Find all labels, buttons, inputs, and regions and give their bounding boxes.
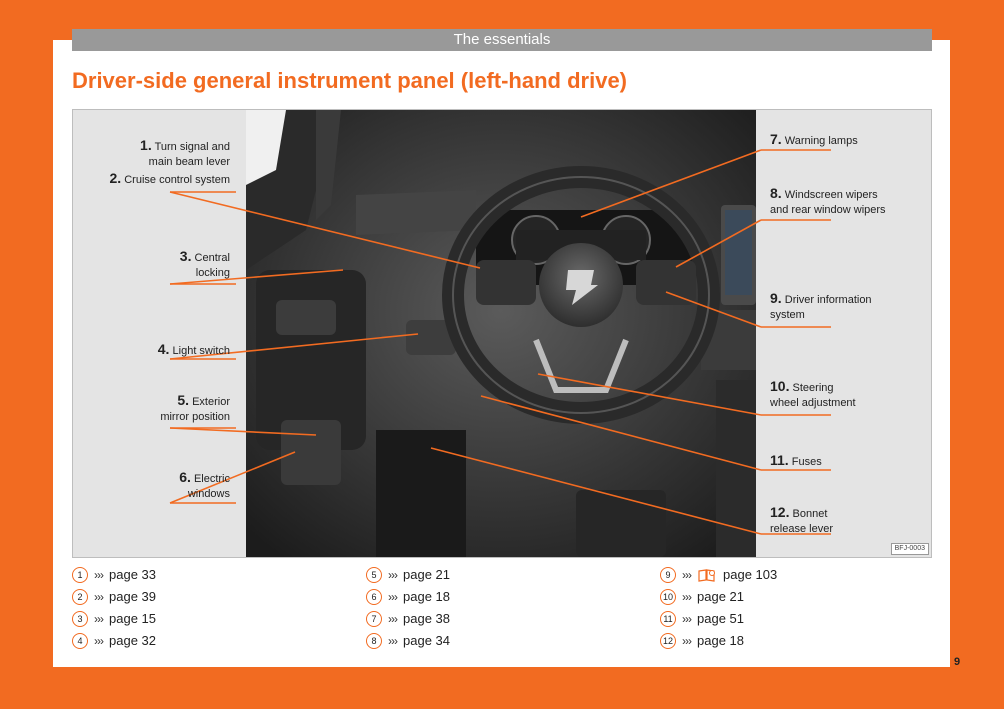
arrow-icon: ››› [94,568,103,582]
arrow-icon: ››› [682,568,691,582]
callout-6 [179,470,230,502]
callout-label: and rear window wipers [770,204,886,216]
callout-number: 2. [109,170,122,186]
callout-number: 9. [770,290,782,306]
figure-code: BFJ-0003 [891,543,929,555]
callout-number: 8. [770,185,782,201]
callout-label: Steering [792,382,834,394]
reference-link-12[interactable] [660,632,744,650]
callout-number: 1. [140,137,152,153]
arrow-icon: ››› [682,634,691,648]
reference-link-11[interactable] [660,610,744,628]
reference-text: page 51 [697,611,744,626]
reference-link-4[interactable] [72,632,156,650]
reference-link-10[interactable] [660,588,744,606]
callout-label: Fuses [791,456,822,468]
page-references [72,566,932,656]
callout-number: 10. [770,378,790,394]
callout-number: 3. [179,248,192,264]
instrument-panel-figure [72,109,932,558]
arrow-icon: ››› [388,568,397,582]
callout-label: Bonnet [792,508,828,520]
callout-9 [770,291,872,323]
callout-number: 5. [177,392,190,408]
callout-8 [770,186,886,218]
reference-number: 9 [660,567,676,583]
reference-text: page 34 [403,633,450,648]
reference-number: 10 [660,589,676,605]
callout-2 [109,171,230,188]
book-icon [697,568,717,582]
callout-label: Electric [193,473,230,485]
arrow-icon: ››› [94,612,103,626]
callout-label: Exterior [192,396,230,408]
callout-label: locking [195,267,230,279]
callout-11 [770,453,822,470]
reference-number: 12 [660,633,676,649]
reference-number: 5 [366,567,382,583]
callout-label: windows [187,488,230,500]
section-header: The essentials [72,29,932,51]
arrow-icon: ››› [388,612,397,626]
reference-number: 2 [72,589,88,605]
arrow-icon: ››› [682,612,691,626]
callout-10 [770,379,856,411]
callout-number: 11. [770,452,789,468]
reference-link-1[interactable] [72,566,156,584]
arrow-icon: ››› [682,590,691,604]
reference-text: page 15 [109,611,156,626]
page-number: 9 [954,656,961,668]
reference-text: page 21 [403,567,450,582]
callout-5 [160,393,230,425]
callout-label: release lever [770,523,833,535]
callout-label: Cruise control system [124,174,230,186]
reference-text: page 18 [697,633,744,648]
reference-number: 6 [366,589,382,605]
reference-text: page 103 [723,567,778,582]
arrow-icon: ››› [94,634,103,648]
callout-number: 4. [157,341,170,357]
reference-number: 7 [366,611,382,627]
callout-label: wheel adjustment [770,397,856,409]
reference-text: page 18 [403,589,450,604]
arrow-icon: ››› [388,590,397,604]
reference-text: page 39 [109,589,156,604]
page-title: Driver-side general instrument panel (left-hand drive) [72,68,628,93]
reference-number: 1 [72,567,88,583]
callout-3 [180,249,230,281]
reference-link-7[interactable] [366,610,450,628]
reference-link-9[interactable] [660,566,777,584]
callout-number: 12. [770,504,790,520]
reference-number: 11 [660,611,676,627]
callout-4 [158,342,230,359]
arrow-icon: ››› [388,634,397,648]
reference-text: page 38 [403,611,450,626]
reference-number: 4 [72,633,88,649]
callout-12 [770,505,833,537]
callout-label: Driver information [784,294,872,306]
callout-number: 7. [770,131,782,147]
callout-label: mirror position [160,411,230,423]
callout-label: Warning lamps [784,135,858,147]
reference-text: page 32 [109,633,156,648]
reference-text: page 33 [109,567,156,582]
callout-label: Light switch [172,345,230,357]
callout-1 [140,138,230,170]
reference-link-6[interactable] [366,588,450,606]
callout-label: system [770,309,805,321]
reference-text: page 21 [697,589,744,604]
reference-number: 3 [72,611,88,627]
callout-label: Central [194,252,230,264]
reference-link-5[interactable] [366,566,450,584]
reference-number: 8 [366,633,382,649]
arrow-icon: ››› [94,590,103,604]
callout-7 [770,132,858,149]
callout-label: Windscreen wipers [784,189,878,201]
callout-number: 6. [179,469,191,485]
callout-label: Turn signal and [154,141,230,153]
reference-link-2[interactable] [72,588,156,606]
reference-link-3[interactable] [72,610,156,628]
callout-label: main beam lever [148,156,230,168]
reference-link-8[interactable] [366,632,450,650]
